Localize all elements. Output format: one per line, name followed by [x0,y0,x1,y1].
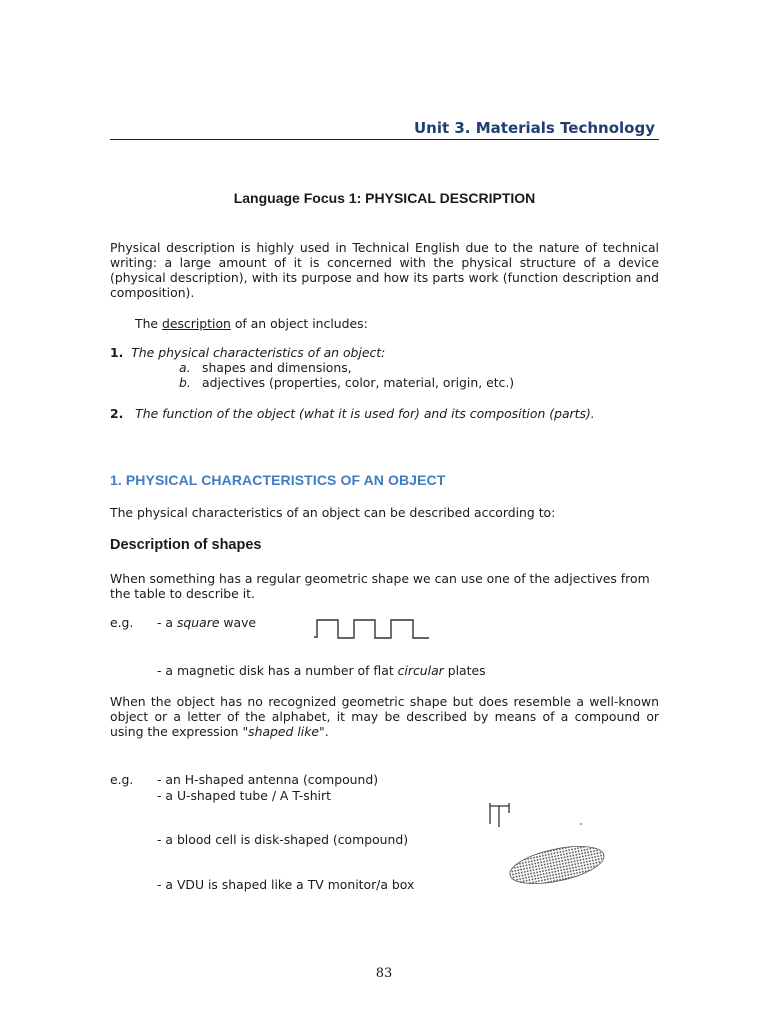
example-post: plates [443,663,486,678]
list-item-text: The physical characteristics of an object: [131,345,386,360]
example-line: - a blood cell is disk-shaped (compound) [157,832,409,847]
description-line [135,316,368,331]
example-italic: square [176,615,220,630]
header-rule [110,139,659,140]
page-number: 83 [375,966,393,981]
list-number: 2. [110,406,124,421]
sub-list-item [179,360,352,375]
example-line: - a VDU is shaped like a TV monitor/a box [157,877,415,892]
list-item-text: The function of the object (what it is used for) and its composition (parts). [135,406,595,421]
compound-intro-pre: When the object has no recognized geometric shape but does resemble a well-known object or a letter of the alphabet, it may be described by means of a compound or using the expression " [110,694,659,739]
compound-intro-post: ". [319,724,329,739]
subsection-heading: Description of shapes [110,537,262,553]
description-line-pre: The [135,316,162,331]
example-line: - an H-shaped antenna (compound) [157,772,379,787]
square-wave-example [157,615,256,630]
example-pre: - a magnetic disk has a number of flat [157,663,398,678]
h-antenna-icon [486,800,516,830]
sub-list-item [179,375,514,390]
compound-intro [110,694,659,739]
sub-list-label: a. [179,360,191,375]
sub-list-text: shapes and dimensions, [202,360,352,375]
compound-intro-italic: shaped like [248,724,320,739]
page-title: Language Focus 1: PHYSICAL DESCRIPTION [233,190,536,206]
example-pre: - a [157,615,177,630]
list-number: 1. [110,345,124,360]
example-label: e.g. [110,615,134,630]
section-intro: The physical characteristics of an object can be described according to: [110,505,556,520]
section-heading: 1. PHYSICAL CHARACTERISTICS OF AN OBJECT [110,472,446,488]
square-wave-icon [314,617,432,641]
example-label: e.g. [110,772,134,787]
blood-cell-disk-icon [505,840,610,890]
circular-plates-example [157,663,486,678]
description-line-post: of an object includes: [230,316,368,331]
list-item [110,406,595,421]
example-italic: circular [397,663,444,678]
sub-list-text: adjectives (properties, color, material, origin, etc.) [202,375,515,390]
sub-list-label: b. [179,375,191,390]
example-line: - a U-shaped tube / A T-shirt [157,788,331,803]
intro-paragraph: Physical description is highly used in Technical English due to the nature of technical writing: a large amount of it is concerned with the physical structure of a device (physical description), with its purpose and how its parts work (function description and composition). [110,240,659,300]
shapes-intro: When something has a regular geometric shape we can use one of the adjectives from the table to describe it. [110,571,650,601]
list-item [110,345,385,360]
unit-title: Unit 3. Materials Technology [413,119,655,137]
speck-icon [580,823,582,825]
description-word: description [161,316,231,331]
example-post: wave [219,615,257,630]
